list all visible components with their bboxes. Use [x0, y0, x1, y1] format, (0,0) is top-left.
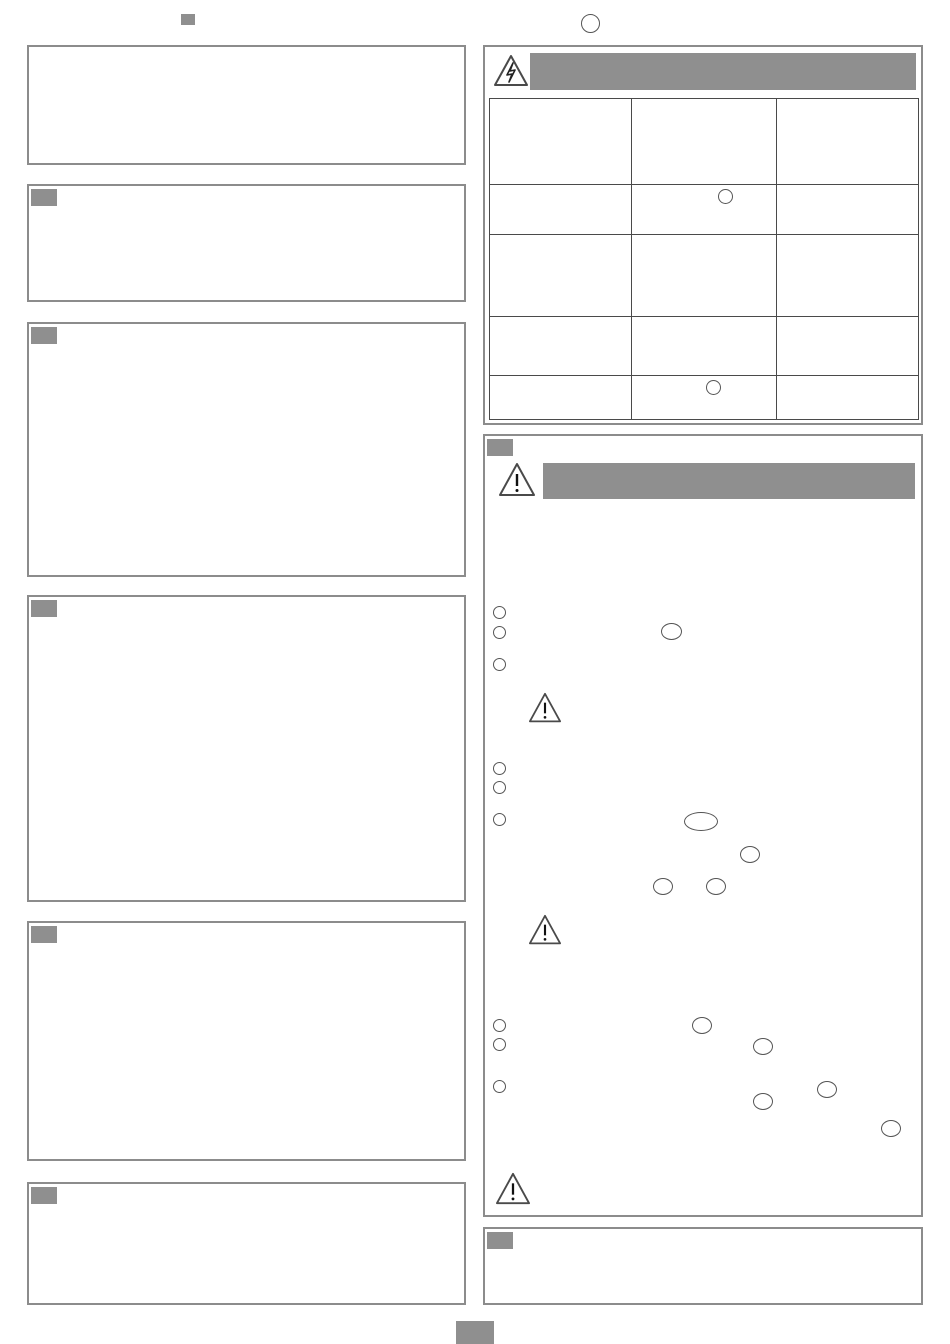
left-section-6	[27, 1182, 466, 1305]
left-section-2	[27, 184, 466, 302]
oval-step-icon	[684, 812, 718, 831]
caution-section	[483, 434, 923, 1217]
section-tag	[487, 439, 513, 456]
left-section-3	[27, 322, 466, 577]
left-section-5	[27, 921, 466, 1161]
circle-step-icon	[493, 606, 506, 619]
page-number-block	[456, 1321, 494, 1344]
exclamation-warning-icon	[498, 462, 536, 498]
table-row	[490, 185, 919, 235]
lightning-warning-icon	[493, 54, 529, 88]
header-circle-marker	[581, 14, 600, 33]
circle-step-icon	[706, 380, 721, 395]
circle-step-icon	[753, 1093, 773, 1110]
section-tag	[487, 1232, 513, 1249]
right-bottom-section	[483, 1227, 923, 1305]
warning-heading-bar	[530, 53, 916, 90]
table-row	[490, 99, 919, 185]
circle-step-icon	[493, 658, 506, 671]
table-row	[490, 376, 919, 420]
section-tag	[31, 327, 57, 344]
circle-step-icon	[493, 781, 506, 794]
section-tag	[31, 189, 57, 206]
circle-step-icon	[881, 1120, 901, 1137]
circle-step-icon	[493, 1038, 506, 1051]
table-row	[490, 235, 919, 317]
section-tag	[31, 600, 57, 617]
left-section-4	[27, 595, 466, 902]
circle-step-icon	[493, 762, 506, 775]
warning-table	[489, 98, 919, 420]
exclamation-warning-icon	[528, 692, 562, 724]
circle-step-icon	[661, 623, 682, 640]
circle-step-icon	[753, 1038, 773, 1055]
exclamation-warning-icon	[528, 914, 562, 946]
section-tag	[31, 1187, 57, 1204]
circle-step-icon	[740, 846, 760, 863]
circle-step-icon	[817, 1081, 837, 1098]
circle-step-icon	[692, 1017, 712, 1034]
circle-step-icon	[493, 813, 506, 826]
caution-heading-bar	[543, 463, 915, 499]
electrical-warning-section	[483, 45, 923, 425]
circle-step-icon	[493, 1080, 506, 1093]
exclamation-warning-icon	[495, 1172, 531, 1206]
header-square-marker	[181, 14, 195, 25]
circle-step-icon	[493, 626, 506, 639]
circle-step-icon	[706, 878, 726, 895]
circle-step-icon	[653, 878, 673, 895]
circle-step-icon	[718, 189, 733, 204]
section-tag	[31, 926, 57, 943]
left-section-1	[27, 45, 466, 165]
circle-step-icon	[493, 1019, 506, 1032]
table-row	[490, 317, 919, 376]
